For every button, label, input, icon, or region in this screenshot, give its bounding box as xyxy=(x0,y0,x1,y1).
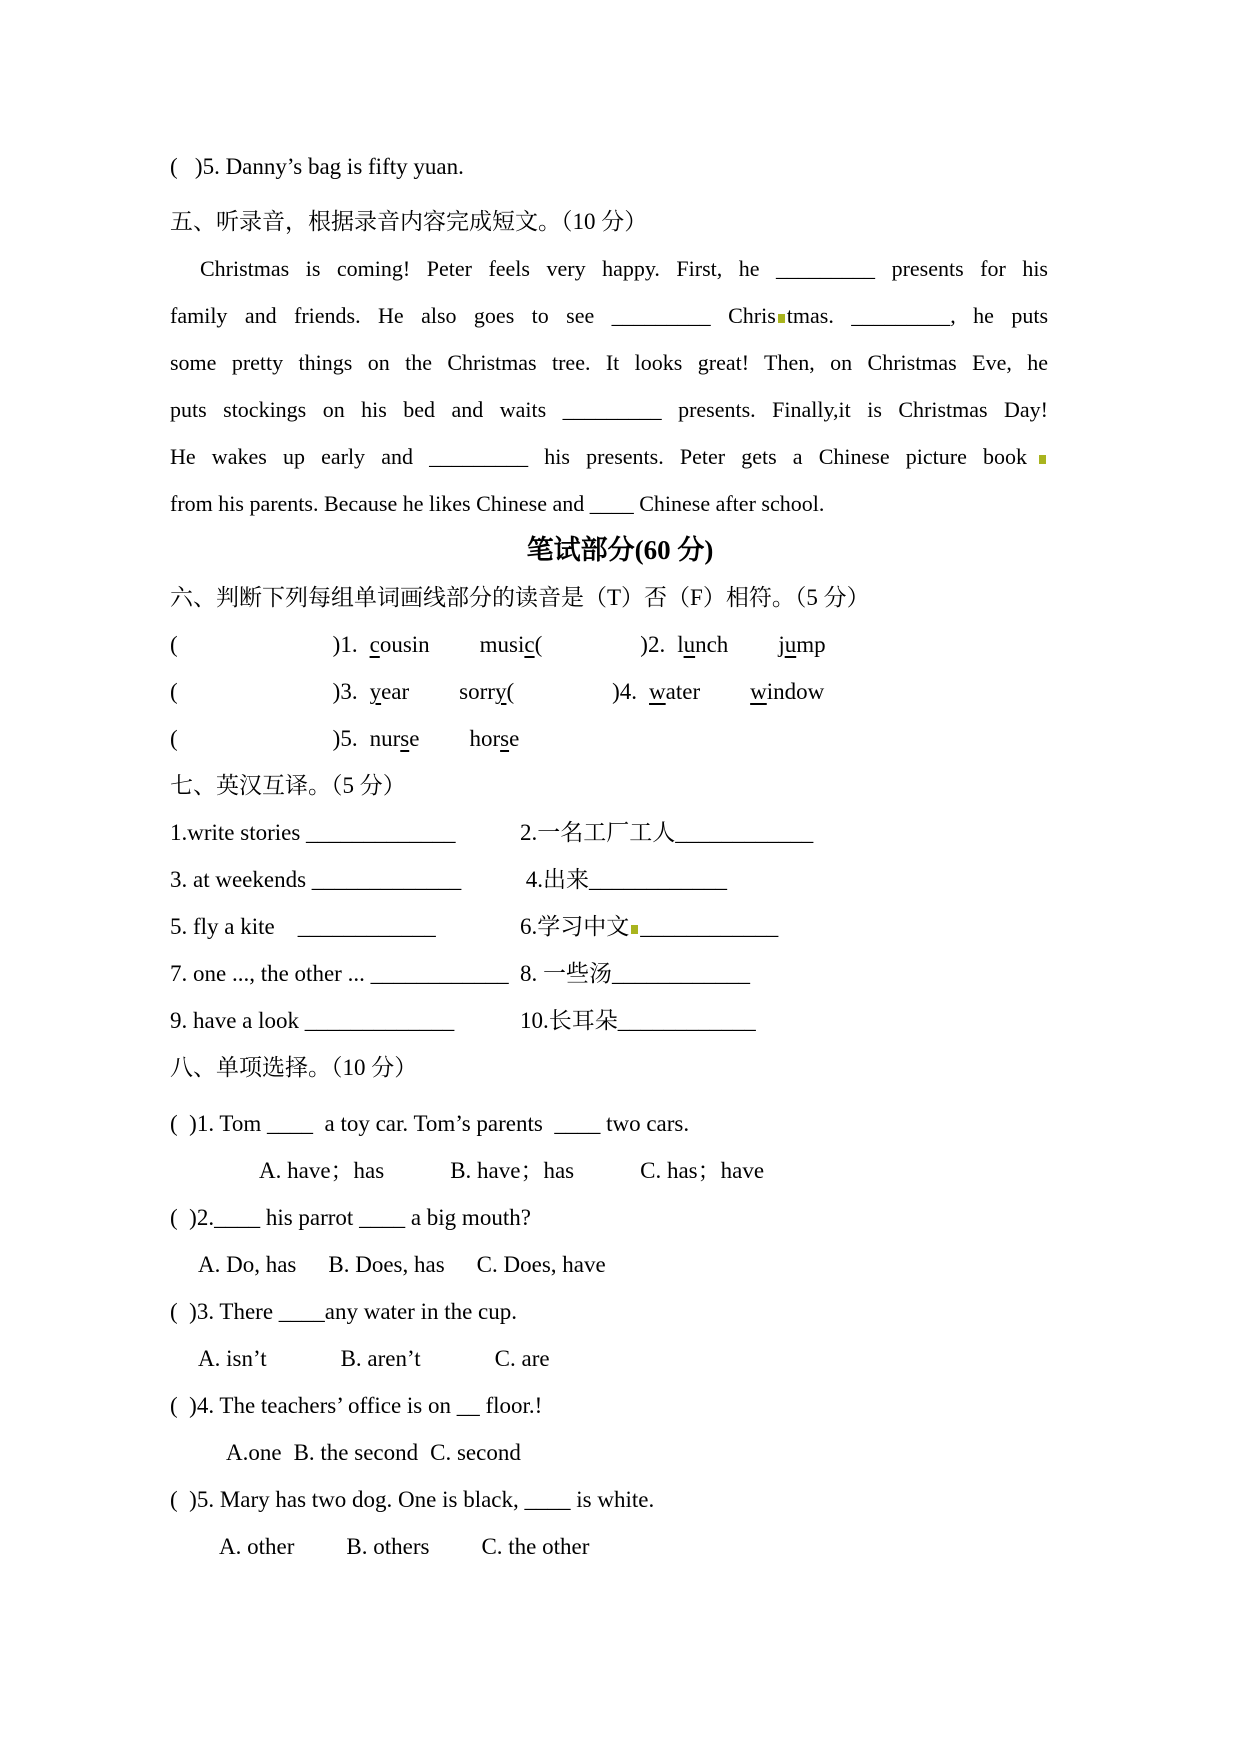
phonics-item-2 xyxy=(535,632,826,657)
passage-line-2 xyxy=(170,292,1048,339)
section-6-title: 六、判断下列每组单词画线部分的读音是（T）否（F）相符。（5 分） xyxy=(170,585,870,610)
item-number: )2. xyxy=(640,632,666,657)
mcq-question-5: ( )5. Mary has two dog. One is black, ____ is white. xyxy=(170,1487,655,1512)
option-a: A. have；has xyxy=(259,1158,385,1183)
underlined-letters: s xyxy=(400,726,410,751)
section-5-title: 五、听录音，根据录音内容完成短文。（10 分） xyxy=(170,209,648,234)
phonics-row-2 xyxy=(170,668,1070,715)
translation-item-7: 7. one ..., the other ... ____________ xyxy=(170,961,509,986)
mcq-options-5 xyxy=(170,1523,1070,1570)
answer-paren-open: ( xyxy=(170,632,178,657)
item-number: )3. xyxy=(332,679,358,704)
translation-item-1: 1.write stories _____________ xyxy=(170,820,456,845)
answer-paren-open: ( xyxy=(170,679,178,704)
underlined-letters: u xyxy=(683,632,696,657)
phonics-word: horse xyxy=(469,726,520,751)
underlined-letters: w xyxy=(649,679,666,704)
phonics-word: lunch xyxy=(677,632,729,657)
translation-row-5 xyxy=(170,997,1070,1044)
mcq-options-2 xyxy=(170,1241,1070,1288)
answer-paren-open: ( xyxy=(534,632,543,657)
translation-row-4 xyxy=(170,950,1070,997)
listening-item-5: ( )5. Danny’s bag is fifty yuan. xyxy=(170,154,464,179)
translation-item-3: 3. at weekends _____________ xyxy=(170,867,462,892)
underlined-letters: y xyxy=(369,679,382,704)
underlined-letters: y xyxy=(494,679,507,704)
translation-item-6: 6.学习中文 ____________ xyxy=(520,914,779,939)
phonics-word: year xyxy=(369,679,410,704)
phonics-word: sorry xyxy=(459,679,507,704)
translation-item-9: 9. have a look _____________ xyxy=(170,1008,455,1033)
mcq-options-1 xyxy=(170,1147,1070,1194)
mcq-options-3 xyxy=(170,1335,1070,1382)
option-c: C. are xyxy=(494,1346,550,1371)
translation-item-8: 8. 一些汤____________ xyxy=(520,961,750,986)
translation-item-5: 5. fly a kite ____________ xyxy=(170,914,436,939)
phonics-row-3 xyxy=(170,715,1070,762)
mcq-question-1: ( )1. Tom ____ a toy car. Tom’s parents ____ two cars. xyxy=(170,1111,690,1136)
phonics-row-1 xyxy=(170,621,1070,668)
option-b: B. aren’t xyxy=(340,1346,421,1371)
passage-line-5-text: He wakes up early and _________ his presents. Peter gets a Chinese picture book xyxy=(170,444,1027,469)
option-a: A. isn’t xyxy=(198,1346,267,1371)
option-c: C. Does, have xyxy=(476,1252,606,1277)
underlined-letters: c xyxy=(369,632,380,657)
section-7-title: 七、英汉互译。（5 分） xyxy=(170,773,406,798)
item-number: )1. xyxy=(332,632,358,657)
translation-row-1 xyxy=(170,809,1070,856)
listening-passage xyxy=(170,245,1070,527)
passage-line-6: from his parents. Because he likes Chinese and ____ Chinese after school. xyxy=(170,491,825,516)
phonics-item-4 xyxy=(506,679,824,704)
mcq-options-4 xyxy=(170,1429,1070,1476)
phonics-item-3 xyxy=(170,668,506,715)
passage-line-2-text-b: tmas. _________, he puts xyxy=(786,303,1049,328)
option-a: A.one xyxy=(226,1440,282,1465)
option-c: C. second xyxy=(430,1440,521,1465)
stray-mark-dot xyxy=(631,925,638,934)
mcq-question-3: ( )3. There ____any water in the cup. xyxy=(170,1299,518,1324)
underlined-letters: u xyxy=(784,632,797,657)
translation-item-10: 10.长耳朵____________ xyxy=(520,1008,756,1033)
phonics-item-1 xyxy=(170,621,535,668)
option-b: B. have；has xyxy=(450,1158,575,1183)
phonics-word: jump xyxy=(778,632,826,657)
option-b: B. Does, has xyxy=(328,1252,445,1277)
exam-content xyxy=(170,0,1070,1570)
passage-line-2-text-a: family and friends. He also goes to see _________ Chris xyxy=(170,303,776,328)
option-a: A. Do, has xyxy=(198,1252,297,1277)
mcq-question-2: ( )2.____ his parrot ____ a big mouth? xyxy=(170,1205,531,1230)
written-section-header: 笔试部分(60 分) xyxy=(526,535,714,565)
stray-mark-dot xyxy=(778,314,785,323)
mcq-question-4: ( )4. The teachers’ office is on __ floor.! xyxy=(170,1393,543,1418)
phonics-item-5 xyxy=(170,715,519,762)
translation-item-4: 4.出来____________ xyxy=(520,867,727,892)
phonics-word: cousin xyxy=(369,632,430,657)
item-number: )4. xyxy=(612,679,638,704)
passage-line-1: Christmas is coming! Peter feels very happy. First, he _________ presents for his xyxy=(200,256,1048,281)
option-b: B. others xyxy=(346,1534,430,1559)
translation-row-3 xyxy=(170,903,1070,950)
phonics-word: water xyxy=(649,679,701,704)
phonics-word: nurse xyxy=(369,726,420,751)
option-c: C. has；have xyxy=(640,1158,765,1183)
passage-line-3: some pretty things on the Christmas tree. It looks great! Then, on Christmas Eve, he xyxy=(170,350,1048,375)
phonics-word: music xyxy=(479,632,535,657)
option-c: C. the other xyxy=(481,1534,590,1559)
section-8-title: 八、单项选择。（10 分） xyxy=(170,1055,418,1080)
translation-row-2 xyxy=(170,856,1070,903)
underlined-letters: s xyxy=(500,726,510,751)
item-number: )5. xyxy=(332,726,358,751)
underlined-letters: w xyxy=(750,679,767,704)
stray-mark-dot xyxy=(1039,455,1046,464)
answer-paren-open: ( xyxy=(506,679,515,704)
passage-line-4: puts stockings on his bed and waits _________ presents. Finally,it is Christmas Day! xyxy=(170,397,1048,422)
translation-item-2: 2.一名工厂工人____________ xyxy=(520,820,814,845)
passage-line-5 xyxy=(170,433,1048,480)
answer-paren-open: ( xyxy=(170,726,178,751)
phonics-word: window xyxy=(750,679,825,704)
underlined-letters: c xyxy=(524,632,535,657)
option-b: B. the second xyxy=(293,1440,419,1465)
option-a: A. other xyxy=(219,1534,295,1559)
